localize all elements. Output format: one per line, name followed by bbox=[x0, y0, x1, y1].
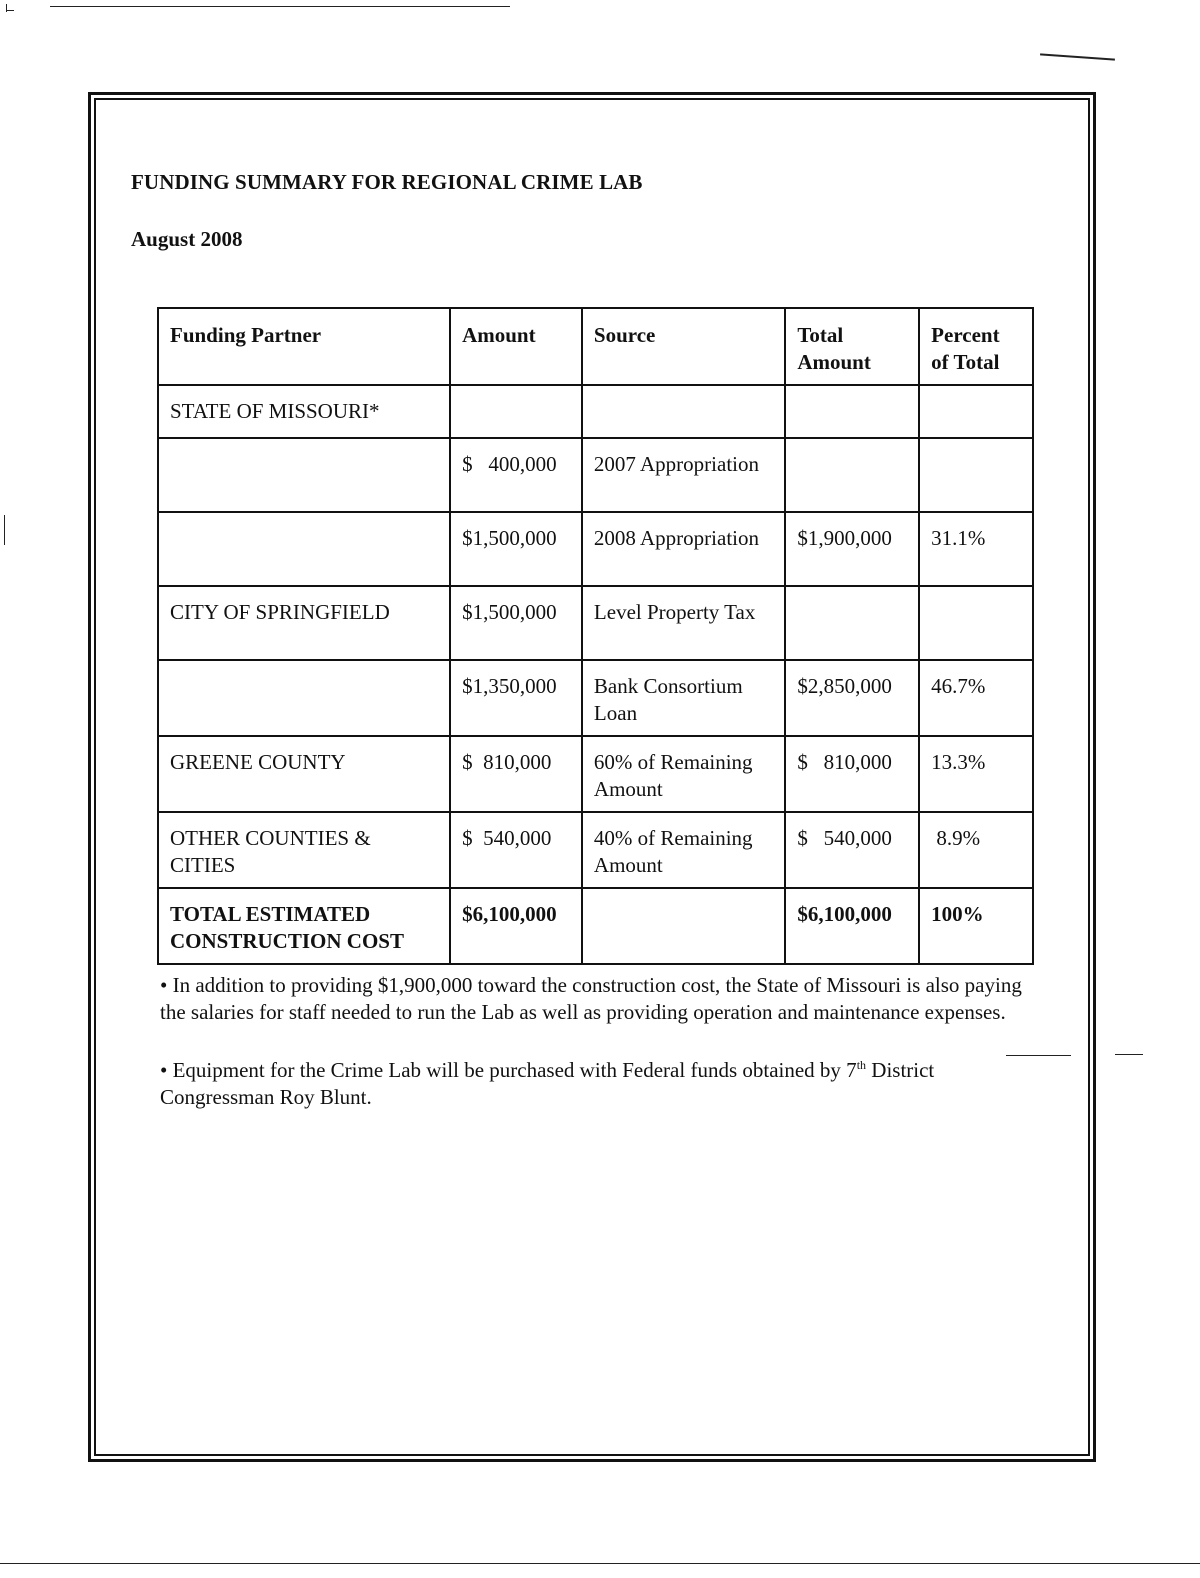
header-amount: Amount bbox=[450, 308, 582, 385]
cell-total-amount: $6,100,000 bbox=[785, 888, 919, 964]
header-total-amount: Total Amount bbox=[785, 308, 919, 385]
cell-percent: 100% bbox=[919, 888, 1033, 964]
cell-total-amount: $ 540,000 bbox=[785, 812, 919, 888]
cell-amount: $1,350,000 bbox=[450, 660, 582, 736]
cell-percent bbox=[919, 438, 1033, 512]
cell-amount: $6,100,000 bbox=[450, 888, 582, 964]
cell-funding-partner bbox=[158, 438, 450, 512]
document-date: August 2008 bbox=[131, 227, 243, 251]
note-equipment-text: • Equipment for the Crime Lab will be purchased with Federal funds obtained by 7 bbox=[160, 1058, 857, 1082]
cell-percent: 46.7% bbox=[919, 660, 1033, 736]
ordinal-suffix: th bbox=[856, 1058, 867, 1072]
cell-percent: 13.3% bbox=[919, 736, 1033, 812]
cell-amount: $ 400,000 bbox=[450, 438, 582, 512]
cell-source: Level Property Tax bbox=[582, 586, 785, 660]
cell-funding-partner: TOTAL ESTIMATED CONSTRUCTION COST bbox=[158, 888, 450, 964]
scan-artifact-line bbox=[1115, 1054, 1143, 1055]
table-row bbox=[158, 586, 1033, 660]
funding-table bbox=[157, 307, 1034, 965]
cell-amount: $1,500,000 bbox=[450, 512, 582, 586]
table-row bbox=[158, 736, 1033, 812]
cell-funding-partner: GREENE COUNTY bbox=[158, 736, 450, 812]
cell-amount: $ 540,000 bbox=[450, 812, 582, 888]
cell-percent: 8.9% bbox=[919, 812, 1033, 888]
note-state-funding: • In addition to providing $1,900,000 toward the construction cost, the State of Missouri is also paying the salaries for staff needed to run the Lab as well as providing operation and maintenance expenses. bbox=[160, 973, 1022, 1024]
table-row bbox=[158, 812, 1033, 888]
cell-source bbox=[582, 888, 785, 964]
cell-funding-partner bbox=[158, 512, 450, 586]
cell-source: 60% of Remaining Amount bbox=[582, 736, 785, 812]
header-percent-of-total: Percent of Total bbox=[919, 308, 1033, 385]
table-row bbox=[158, 660, 1033, 736]
cell-total-amount: $2,850,000 bbox=[785, 660, 919, 736]
cell-source bbox=[582, 385, 785, 438]
cell-percent bbox=[919, 586, 1033, 660]
scan-artifact-line bbox=[0, 1563, 1200, 1564]
cell-total-amount: $1,900,000 bbox=[785, 512, 919, 586]
table-total-row bbox=[158, 888, 1033, 964]
table-row bbox=[158, 512, 1033, 586]
header-source: Source bbox=[582, 308, 785, 385]
note-equipment-funding bbox=[160, 1057, 1040, 1111]
cell-total-amount: $ 810,000 bbox=[785, 736, 919, 812]
cell-funding-partner: OTHER COUNTIES & CITIES bbox=[158, 812, 450, 888]
cell-source: Bank Consortium Loan bbox=[582, 660, 785, 736]
scan-artifact-line bbox=[4, 515, 5, 545]
cell-total-amount bbox=[785, 438, 919, 512]
cell-total-amount bbox=[785, 385, 919, 438]
header-funding-partner: Funding Partner bbox=[158, 308, 450, 385]
table-row bbox=[158, 438, 1033, 512]
cell-percent: 31.1% bbox=[919, 512, 1033, 586]
table-row bbox=[158, 385, 1033, 438]
document-title: FUNDING SUMMARY FOR REGIONAL CRIME LAB bbox=[131, 170, 643, 194]
table-header-row bbox=[158, 308, 1033, 385]
cell-funding-partner: STATE OF MISSOURI* bbox=[158, 385, 450, 438]
cell-amount: $1,500,000 bbox=[450, 586, 582, 660]
cell-percent bbox=[919, 385, 1033, 438]
cell-total-amount bbox=[785, 586, 919, 660]
cell-amount bbox=[450, 385, 582, 438]
scan-artifact-line bbox=[50, 6, 510, 7]
cell-source: 2007 Appropriation bbox=[582, 438, 785, 512]
scan-artifact-line bbox=[6, 10, 14, 11]
cell-funding-partner bbox=[158, 660, 450, 736]
cell-source: 2008 Appropriation bbox=[582, 512, 785, 586]
scan-artifact-line bbox=[1040, 53, 1115, 60]
notes-section bbox=[160, 972, 1040, 1142]
note-equipment-text-end: District Congressman Roy Blunt. bbox=[160, 1058, 935, 1109]
cell-funding-partner: CITY OF SPRINGFIELD bbox=[158, 586, 450, 660]
cell-source: 40% of Remaining Amount bbox=[582, 812, 785, 888]
cell-amount: $ 810,000 bbox=[450, 736, 582, 812]
